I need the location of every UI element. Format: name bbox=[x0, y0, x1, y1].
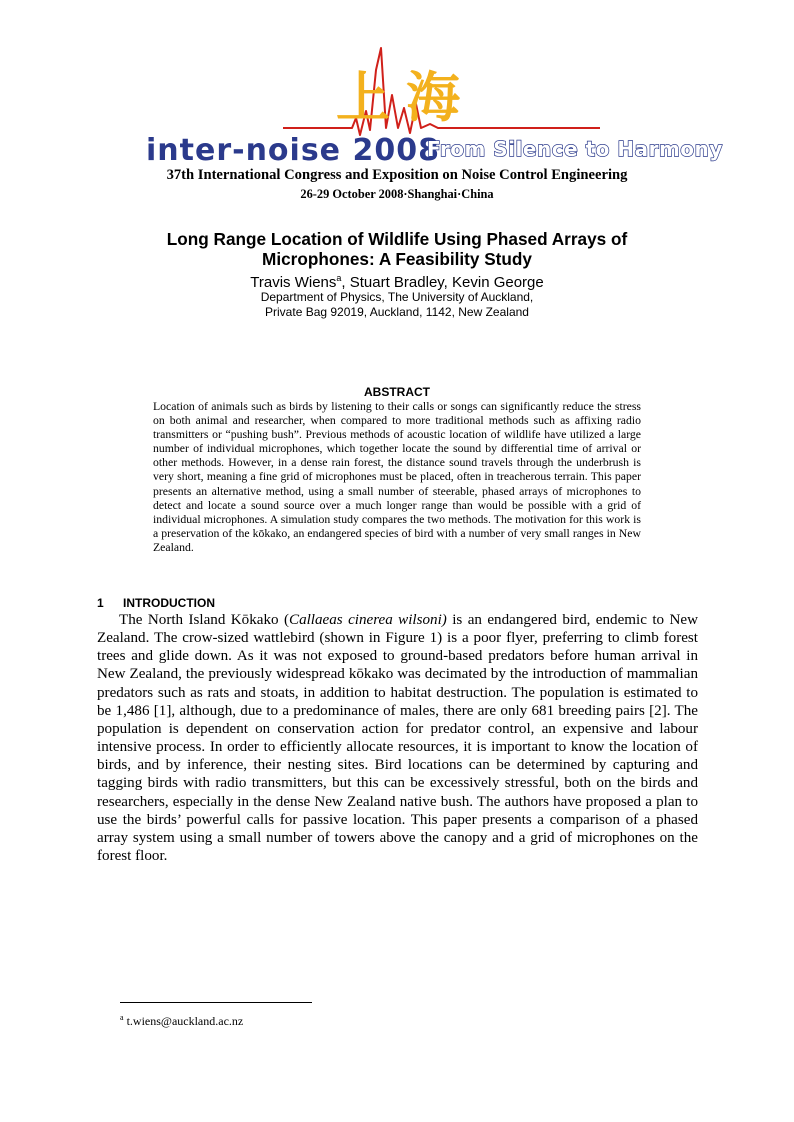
motto-text: From Silence to Harmony bbox=[427, 137, 723, 161]
section-number: 1 bbox=[97, 596, 104, 610]
conference-logo bbox=[0, 0, 794, 170]
intro-text-start: The North Island Kōkako ( bbox=[119, 612, 289, 628]
shanghai-glyph-shang: 上 bbox=[336, 66, 390, 129]
author-list bbox=[0, 269, 794, 292]
affiliation-line-1: Department of Physics, The University of Auckland, bbox=[260, 290, 534, 304]
intro-text-rest: is an endangered bird, endemic to New Zealand. The crow-sized wattlebird (shown in Figure 1) is a poor flyer, preferring to climb forest trees and glide down. As it was not exposed to ground-based predators before human arrival in New Zealand, the previously widespread kōkako was decimated by the introduction of mammalian predators such as rats and stoats, in addition to habitat destruction. The population is estimated to be 1,486 [1], although, due to a predominance of males, there are only 681 breeding pairs [2]. The population is dependent on conservation action for predator control, an expensive and labour intensive process. In order to efficiently allocate resources, it is important to know the location of birds, and by inference, their nesting sites. Bird locations can be determined by capturing and tagging birds with radio transmitters, but this can be excessively stressful, both on the birds and researchers, especially in the dense New Zealand native bush. The authors have proposed a plan to use the birds’ powerful calls for passive location. This paper presents a comparison of a phased array system using a small number of towers above the canopy and a grid of microphones on the forest floor. bbox=[97, 612, 698, 865]
paper-title-line-1: Long Range Location of Wildlife Using Phased Arrays of bbox=[166, 229, 628, 249]
footnote-email: t.wiens@auckland.ac.nz bbox=[123, 1014, 244, 1028]
author-first: Travis Wiens bbox=[250, 274, 337, 291]
abstract-text: Location of animals such as birds by listening to their calls or songs can significantly reduce the stress on both animal and researcher, when compared to more traditional methods such as affixing radio transmitters or “pushing bush”. Previous methods of acoustic location of wildlife have utilized a large number of individual microphones, which together locate the sound by differential time of arrival or other methods. However, in a dense rain forest, the distance sound travels through the underbrush is very short, meaning a fine grid of microphones must be placed, often in treacherous terrain. This paper presents an alternative method, using a small number of steerable, phased arrays of microphones to detect and locate a sound source over a much longer range than would be possible with a grid of individual microphones. A simulation study compares the two methods. The motivation for this work is a preservation of the kōkako, an endangered species of bird with a number of very small ranges in New Zealand. bbox=[153, 400, 641, 554]
abstract-heading: ABSTRACT bbox=[364, 385, 430, 399]
affiliation bbox=[0, 290, 794, 320]
footnote bbox=[120, 1011, 243, 1028]
species-name: Callaeas cinerea wilsoni) bbox=[289, 612, 447, 628]
paper-title-line-2: Microphones: A Feasibility Study bbox=[262, 249, 532, 269]
conference-title: 37th International Congress and Exposition on Noise Control Engineering bbox=[166, 167, 628, 183]
footnote-divider bbox=[120, 1002, 312, 1003]
footnote-mark: a bbox=[120, 1013, 124, 1022]
section-heading-introduction bbox=[97, 596, 215, 610]
shanghai-glyph-hai: 海 bbox=[406, 66, 460, 129]
introduction-paragraph bbox=[97, 611, 698, 865]
author-footnote-mark: a bbox=[336, 273, 342, 283]
section-title: INTRODUCTION bbox=[123, 596, 215, 610]
affiliation-line-2: Private Bag 92019, Auckland, 1142, New Zealand bbox=[265, 305, 529, 319]
conference-date: 26-29 October 2008·Shanghai·China bbox=[300, 187, 494, 201]
inter-noise-wordmark: inter-noise 2008 bbox=[146, 133, 440, 168]
paper-title bbox=[0, 229, 794, 269]
author-rest: , Stuart Bradley, Kevin George bbox=[341, 274, 544, 291]
